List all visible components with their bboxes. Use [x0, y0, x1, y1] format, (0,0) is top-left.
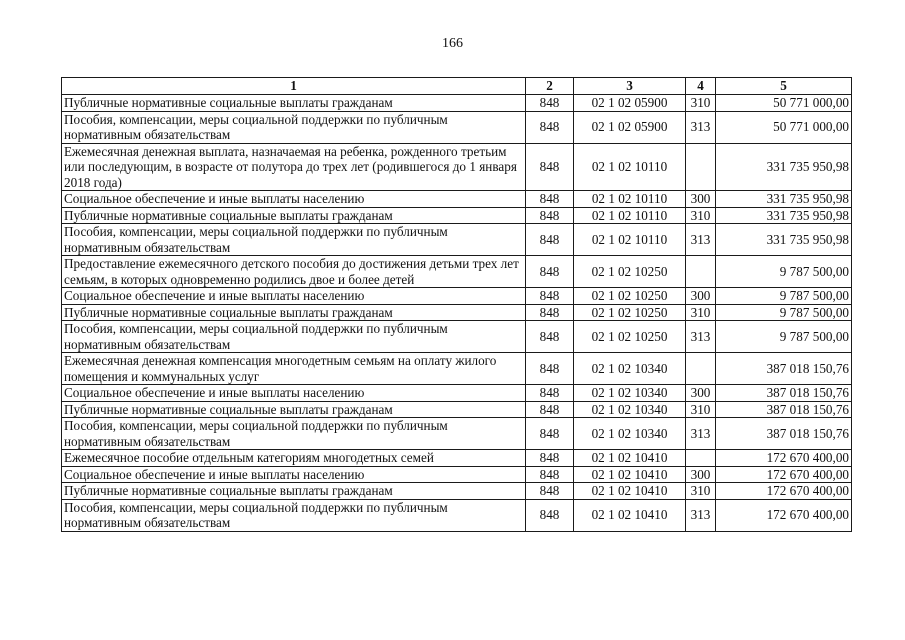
- row-amount-cell: 172 670 400,00: [716, 466, 852, 483]
- row-target-code-cell: 02 1 02 10110: [574, 207, 686, 224]
- table-row: [62, 111, 852, 143]
- row-expense-type-cell: 313: [686, 224, 716, 256]
- row-ved-code-cell: 848: [526, 191, 574, 208]
- table-row: [62, 466, 852, 483]
- table-row: [62, 256, 852, 288]
- row-name-cell: Социальное обеспечение и иные выплаты населению: [62, 288, 526, 305]
- row-ved-code-cell: 848: [526, 111, 574, 143]
- row-expense-type-cell: 313: [686, 499, 716, 531]
- row-expense-type-cell: 313: [686, 418, 716, 450]
- row-target-code-cell: 02 1 02 10340: [574, 385, 686, 402]
- row-name-cell: Социальное обеспечение и иные выплаты населению: [62, 385, 526, 402]
- row-amount-cell: 387 018 150,76: [716, 401, 852, 418]
- table-row: [62, 418, 852, 450]
- row-amount-cell: 9 787 500,00: [716, 304, 852, 321]
- row-expense-type-cell: 310: [686, 401, 716, 418]
- row-name-cell: Предоставление ежемесячного детского пособия до достижения детьми трех лет семьям, в которых одновременно родились двое и более детей: [62, 256, 526, 288]
- row-amount-cell: 331 735 950,98: [716, 224, 852, 256]
- table-row: [62, 499, 852, 531]
- row-target-code-cell: 02 1 02 10410: [574, 499, 686, 531]
- row-name-cell: Публичные нормативные социальные выплаты гражданам: [62, 207, 526, 224]
- row-target-code-cell: 02 1 02 10250: [574, 304, 686, 321]
- row-target-code-cell: 02 1 02 10410: [574, 450, 686, 467]
- row-ved-code-cell: 848: [526, 450, 574, 467]
- row-expense-type-cell: [686, 143, 716, 191]
- row-target-code-cell: 02 1 02 05900: [574, 111, 686, 143]
- row-expense-type-cell: [686, 450, 716, 467]
- table-row: [62, 95, 852, 112]
- table-row: [62, 353, 852, 385]
- row-ved-code-cell: 848: [526, 288, 574, 305]
- row-target-code-cell: 02 1 02 10410: [574, 483, 686, 500]
- row-name-cell: Социальное обеспечение и иные выплаты населению: [62, 191, 526, 208]
- row-amount-cell: 331 735 950,98: [716, 207, 852, 224]
- row-name-cell: Пособия, компенсации, меры социальной поддержки по публичным нормативным обязательствам: [62, 224, 526, 256]
- row-name-cell: Публичные нормативные социальные выплаты гражданам: [62, 401, 526, 418]
- row-name-cell: Пособия, компенсации, меры социальной поддержки по публичным нормативным обязательствам: [62, 111, 526, 143]
- row-name-cell: Пособия, компенсации, меры социальной поддержки по публичным нормативным обязательствам: [62, 499, 526, 531]
- row-amount-cell: 172 670 400,00: [716, 483, 852, 500]
- table-row: [62, 288, 852, 305]
- table-row: [62, 191, 852, 208]
- row-ved-code-cell: 848: [526, 207, 574, 224]
- row-amount-cell: 50 771 000,00: [716, 111, 852, 143]
- header-col-4: 4: [686, 78, 716, 95]
- row-expense-type-cell: 313: [686, 111, 716, 143]
- row-ved-code-cell: 848: [526, 143, 574, 191]
- header-col-5: 5: [716, 78, 852, 95]
- row-expense-type-cell: 300: [686, 191, 716, 208]
- row-name-cell: Публичные нормативные социальные выплаты гражданам: [62, 483, 526, 500]
- page-number: 166: [442, 36, 463, 51]
- row-target-code-cell: 02 1 02 10250: [574, 288, 686, 305]
- table-row: [62, 143, 852, 191]
- table-header-row: [62, 78, 852, 95]
- row-ved-code-cell: 848: [526, 401, 574, 418]
- row-name-cell: Пособия, компенсации, меры социальной поддержки по публичным нормативным обязательствам: [62, 321, 526, 353]
- row-target-code-cell: 02 1 02 10340: [574, 418, 686, 450]
- table-row: [62, 224, 852, 256]
- row-expense-type-cell: 310: [686, 304, 716, 321]
- row-name-cell: Ежемесячная денежная компенсация многодетным семьям на оплату жилого помещения и коммунальных услуг: [62, 353, 526, 385]
- row-ved-code-cell: 848: [526, 466, 574, 483]
- header-col-1: 1: [62, 78, 526, 95]
- row-ved-code-cell: 848: [526, 95, 574, 112]
- table-row: [62, 483, 852, 500]
- row-target-code-cell: 02 1 02 10250: [574, 256, 686, 288]
- row-expense-type-cell: 313: [686, 321, 716, 353]
- table-row: [62, 207, 852, 224]
- row-ved-code-cell: 848: [526, 418, 574, 450]
- row-amount-cell: 172 670 400,00: [716, 499, 852, 531]
- row-target-code-cell: 02 1 02 10250: [574, 321, 686, 353]
- row-name-cell: Социальное обеспечение и иные выплаты населению: [62, 466, 526, 483]
- row-target-code-cell: 02 1 02 10110: [574, 143, 686, 191]
- row-expense-type-cell: 310: [686, 95, 716, 112]
- row-name-cell: Ежемесячное пособие отдельным категориям многодетных семей: [62, 450, 526, 467]
- row-expense-type-cell: 300: [686, 385, 716, 402]
- row-name-cell: Публичные нормативные социальные выплаты гражданам: [62, 304, 526, 321]
- table-row: [62, 321, 852, 353]
- row-name-cell: Публичные нормативные социальные выплаты гражданам: [62, 95, 526, 112]
- row-target-code-cell: 02 1 02 10340: [574, 401, 686, 418]
- row-amount-cell: 172 670 400,00: [716, 450, 852, 467]
- table-body: [62, 95, 852, 532]
- row-expense-type-cell: 300: [686, 288, 716, 305]
- row-ved-code-cell: 848: [526, 304, 574, 321]
- row-target-code-cell: 02 1 02 10410: [574, 466, 686, 483]
- row-ved-code-cell: 848: [526, 353, 574, 385]
- row-ved-code-cell: 848: [526, 483, 574, 500]
- row-amount-cell: 9 787 500,00: [716, 256, 852, 288]
- header-col-3: 3: [574, 78, 686, 95]
- row-expense-type-cell: 300: [686, 466, 716, 483]
- row-amount-cell: 387 018 150,76: [716, 385, 852, 402]
- row-ved-code-cell: 848: [526, 321, 574, 353]
- row-amount-cell: 387 018 150,76: [716, 353, 852, 385]
- row-amount-cell: 9 787 500,00: [716, 288, 852, 305]
- row-expense-type-cell: 310: [686, 207, 716, 224]
- row-ved-code-cell: 848: [526, 256, 574, 288]
- row-amount-cell: 331 735 950,98: [716, 143, 852, 191]
- row-target-code-cell: 02 1 02 10110: [574, 224, 686, 256]
- table-row: [62, 304, 852, 321]
- row-target-code-cell: 02 1 02 05900: [574, 95, 686, 112]
- row-expense-type-cell: 310: [686, 483, 716, 500]
- row-amount-cell: 50 771 000,00: [716, 95, 852, 112]
- row-name-cell: Пособия, компенсации, меры социальной поддержки по публичным нормативным обязательствам: [62, 418, 526, 450]
- row-target-code-cell: 02 1 02 10110: [574, 191, 686, 208]
- row-ved-code-cell: 848: [526, 385, 574, 402]
- header-col-2: 2: [526, 78, 574, 95]
- row-ved-code-cell: 848: [526, 499, 574, 531]
- budget-table: [61, 77, 852, 532]
- row-name-cell: Ежемесячная денежная выплата, назначаемая на ребенка, рожденного третьим или последующим, в возрасте от полутора до трех лет (родившегося до 1 января 2018 года): [62, 143, 526, 191]
- row-expense-type-cell: [686, 353, 716, 385]
- table-row: [62, 385, 852, 402]
- row-amount-cell: 387 018 150,76: [716, 418, 852, 450]
- row-amount-cell: 9 787 500,00: [716, 321, 852, 353]
- row-amount-cell: 331 735 950,98: [716, 191, 852, 208]
- table-row: [62, 401, 852, 418]
- row-ved-code-cell: 848: [526, 224, 574, 256]
- row-target-code-cell: 02 1 02 10340: [574, 353, 686, 385]
- table-row: [62, 450, 852, 467]
- row-expense-type-cell: [686, 256, 716, 288]
